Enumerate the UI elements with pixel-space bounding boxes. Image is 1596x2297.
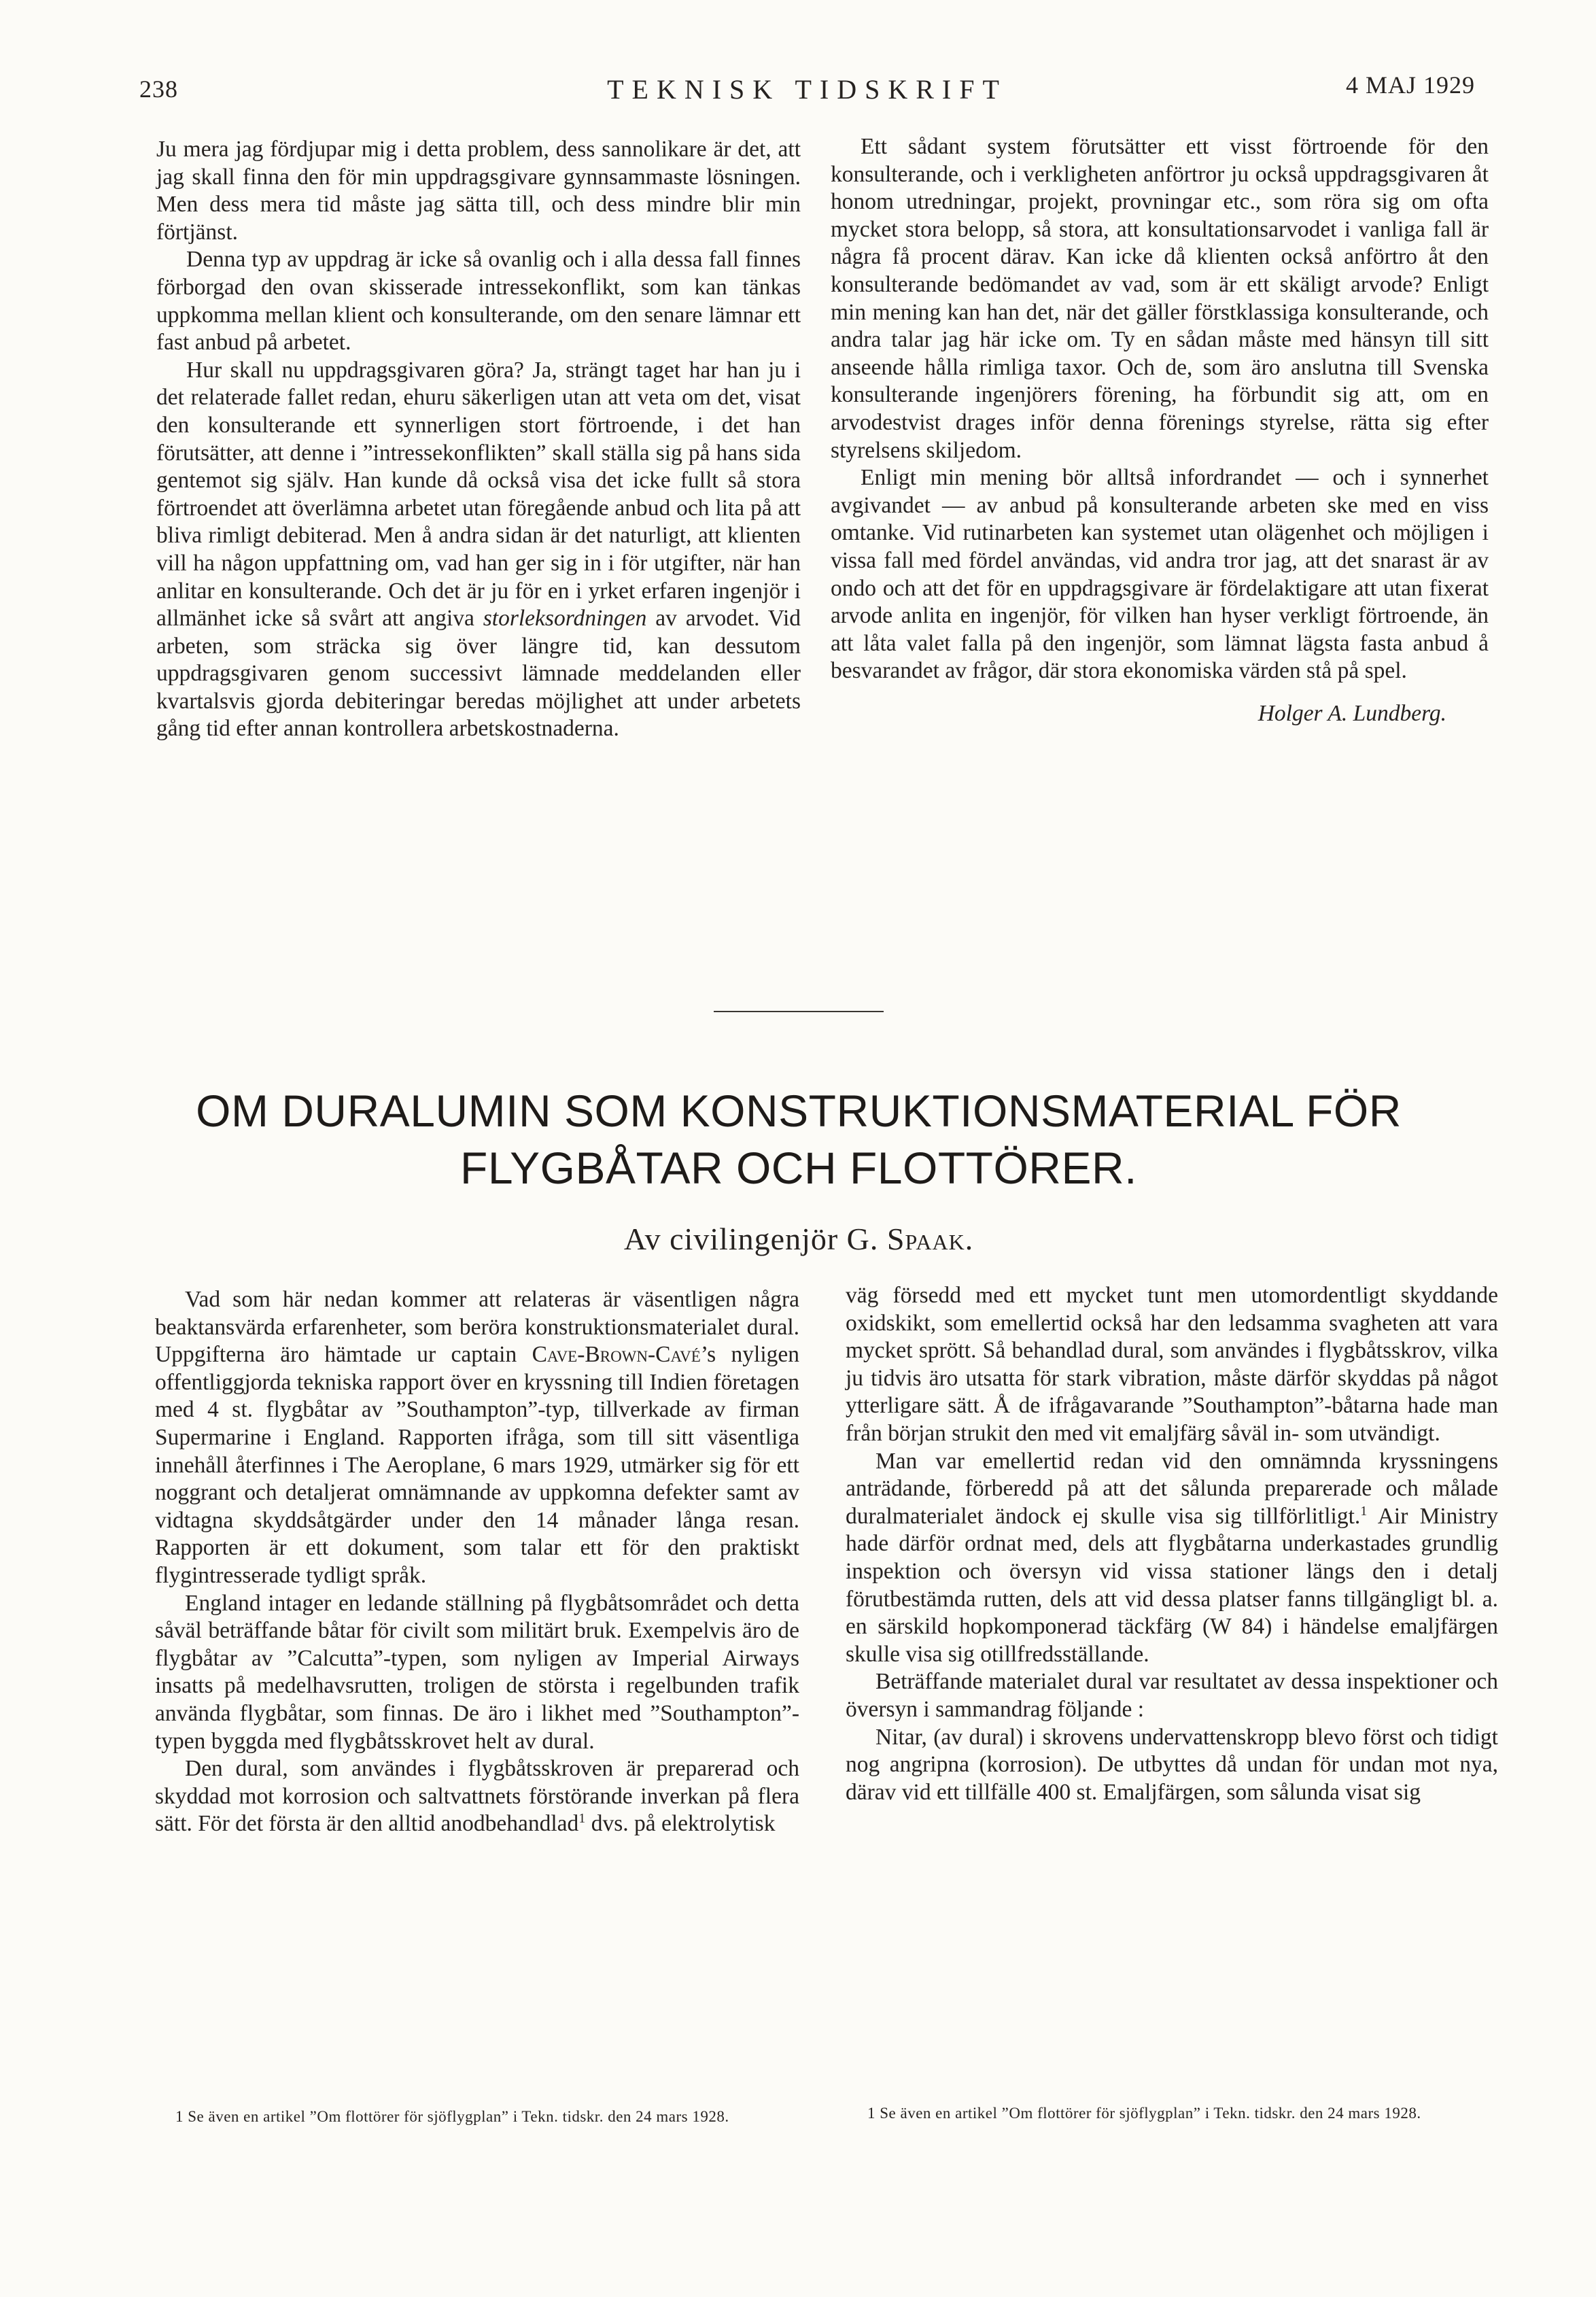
author-signature: Holger A. Lundberg. xyxy=(1257,700,1446,726)
article-column-right xyxy=(846,1282,1498,1806)
footnote-marker: 1 xyxy=(578,1811,586,1827)
journal-title: TEKNISK TIDSKRIFT xyxy=(607,74,1007,105)
paragraph: väg försedd med ett mycket tunt men utomordentligt skyddande oxidskikt, som emellertid också har den ledsamma svagheten att vara mycket sprött. Så behandlad dural, som användes i flygbåtsskrov, vilka ju tidvis äro utsatta för stark vibration, måste därför skyddas på något ytterligare sätt. Å de ifrågavarande ”Southampton”-båtarna hade man från början strukit den med vit emaljfärg såväl in- som utvändigt. xyxy=(846,1283,1498,1446)
paragraph: Beträffande materialet dural var resultatet av dessa inspektioner och översyn i sammandrag följande : xyxy=(846,1669,1498,1722)
article-title-line-1: OM DURALUMIN SOM KONSTRUKTIONSMATERIAL FÖR xyxy=(196,1086,1402,1136)
text-run: Air Ministry hade därför ordnat med, dels att flygbåtarna underkastades grundlig inspektion och översyn vid vissa stationer längs den i detalj förutbestämda rutten, dels att vid dessa platser fanns tillgängligt bl. a. en särskild hopkomponerad täckfärg (W 84) i händelse emaljfärgen skulle visa sig otillfredsställande. xyxy=(846,1503,1498,1667)
paragraph xyxy=(846,1448,1498,1669)
article-column-left xyxy=(155,1286,799,1838)
paragraph: Denna typ av uppdrag är icke så ovanlig och i alla dessa fall finnes förborgad den ovan skisserade intressekonflikt, som kan tänkas uppkomma mellan klient och konsulterande, om den senare lämnar ett fast anbud på arbetet. xyxy=(156,247,801,356)
paragraph: England intager en ledande ställning på flygbåtsområdet och detta såväl beträffande båtar för civilt som militärt bruk. Exempelvis äro de flygbåtar av ”Calcutta”-typen, som nyligen av Imperial Airways insatts på medelhavsrutten, troligen de största i regelbunden trafik använda flygbåtar, som finnas. De äro i likhet med ”Southampton”-typen byggda med flygbåtsskrovet helt av dural. xyxy=(155,1590,799,1754)
footnote-left: 1 Se även en artikel ”Om flottörer för sjöflygplan” i Tekn. tidskr. den 24 mars 1928. xyxy=(175,2108,729,2125)
paragraph: Nitar, (av dural) i skrovens undervattenskropp blevo först och tidigt nog angripna (korrosion). De utbyttes då undan för undan mot nya, därav vid ett tillfälle 400 st. Emaljfärgen, som sålunda visat sig xyxy=(846,1724,1498,1805)
paragraph xyxy=(156,357,801,743)
paragraph xyxy=(155,1755,799,1838)
article-title xyxy=(109,1082,1489,1196)
text-run: Hur skall nu uppdragsgivaren göra? Ja, strängt taget har han ju i det relaterade fallet redan, ehuru säkerligen utan att veta om det, visat den konsulterande ett synnerligen stort förtroende, i det han förutsätter, att denne i ”intressekonflikten” skall ställa sig på hans sida gentemot sig själv. Han kunde då också visa det icke fullt så stora förtroendet att överlämna arbetet utan föregående anbud och lita på att bliva rimligt debiterad. Men å andra sidan är det naturligt, att klienten vill ha någon uppfattning om, vad han ger sig in i för utgifter, när han anlitar en konsulterande. Och det är ju för en i yrket erfaren ingenjör i allmänhet icke så svårt att angiva xyxy=(156,357,801,632)
byline-suffix: . xyxy=(965,1222,974,1256)
paragraph: Ju mera jag fördjupar mig i detta problem, dess sannolikare är det, att jag skall finna den för min uppdragsgivare gynnsammaste lösningen. Men dess mera tid måste jag sätta till, och dess mindre blir min förtjänst. xyxy=(156,137,801,245)
page-number: 238 xyxy=(139,75,178,103)
emphasized-term: storleksordningen xyxy=(483,606,647,632)
text-run: dvs. på elektrolytisk xyxy=(585,1811,776,1837)
paragraph xyxy=(155,1286,799,1590)
text-run: Den dural, som användes i flygbåtsskroven är preparerad och skyddad mot korrosion och saltvattnets förstörande inverkan på flera sätt. För det första är den alltid anodbehandlad xyxy=(155,1756,799,1837)
footnote-right: 1 Se även en artikel ”Om flottörer för sjöflygplan” i Tekn. tidskr. den 24 mars 1928. xyxy=(867,2105,1421,2122)
person-name: Cave-Brown-Cavé xyxy=(532,1342,701,1368)
article-byline xyxy=(109,1221,1489,1257)
issue-date: 4 MAJ 1929 xyxy=(1345,71,1475,99)
previous-article-column-right xyxy=(831,133,1489,727)
article-title-line-2: FLYGBÅTAR OCH FLOTTÖRER. xyxy=(460,1143,1137,1193)
paragraph: Ett sådant system förutsätter ett visst förtroende för den konsulterande, och i verkligheten anförtror ju också uppdragsgivaren åt honom utredningar, projekt, provningar etc., som röra sig om ofta mycket stora belopp, så stora, att konsultationsarvodet i vanliga fall är några få procent därav. Kan icke då klienten också anförtro åt den konsulterande bedömandet av vad, som är ett skäligt arvode? Enligt min mening kan han det, när det gäller förstklassiga konsulterande, och andra talar jag här icke om. Ty en sådan måste med hänsyn till sitt anseende hålla rimliga taxor. Och de, som äro anslutna till Svenska konsulterande ingenjörers förening, ha förbundit sig att, om en arvodestvist drages inför denna förenings styrelse, rätta sig efter styrelsens skiljedom. xyxy=(831,134,1489,463)
paragraph: Enligt min mening bör alltså infordrandet — och i synnerhet avgivandet — av anbud på konsulterande arbeten ske med en viss omtanke. Vid rutinarbeten kan systemet utan olägenhet och möjligen i vissa fall med fördel användas, vid andra tror jag, att det snarast är av ondo och att det för en uppdragsgivare är fördelaktigare att utan fixerat arvode anlita en ingenjör, för vilken han hyser verkligt förtroende, än att låta valet falla på den ingenjör, som lämnat lägsta fasta anbud å besvarandet av frågor, där stora ekonomiska värden stå på spel. xyxy=(831,465,1489,684)
article-divider xyxy=(714,1011,884,1012)
text-run: ’s nyligen offentliggjorda tekniska rapport över en kryssning till Indien företagen med 4 st. flygbåtar av ”Southampton”-typ, tillverkade av firman Supermarine i England. Rapporten ifråga, som till sitt väsentliga innehåll återfinnes i The Aeroplane, 6 mars 1929, utmärker sig för ett noggrant och detaljerat omnämnande av uppkomna defekter samt av vidtagna skyddsåtgärder under den 14 månader långa resan. Rapporten är ett dokument, som talar ett för den praktiskt flygintresserade tydligt språk. xyxy=(155,1342,800,1588)
text-run: Man var emellertid redan vid den omnämnda kryssningens anträdande, förberedd på att det sålunda preparerade och målade duralmaterialet ändock ej skulle visa sig tillförlitligt. xyxy=(846,1448,1498,1529)
page-header xyxy=(139,68,1475,116)
byline-author-name: Spaak xyxy=(886,1222,965,1256)
previous-article-column-left xyxy=(156,136,801,743)
text-run: av arvodet. Vid arbeten, som sträcka sig över längre tid, kan dessutom uppdragsgivaren genom successivt lämnade meddelanden eller kvartalsvis gjorda debiteringar beredas möjlighet att under arbetets gång tid efter annan kontrollera arbetskostnaderna. xyxy=(156,606,801,742)
footnote-marker: 1 xyxy=(1360,1503,1368,1519)
text-run: Vad som här nedan kommer att relateras är väsentligen några beaktansvärda erfarenheter, som beröra konstruktionsmaterialet dural. Uppgifterna äro hämtade ur captain xyxy=(155,1287,799,1368)
byline-prefix: Av civilingenjör G. xyxy=(623,1222,887,1256)
